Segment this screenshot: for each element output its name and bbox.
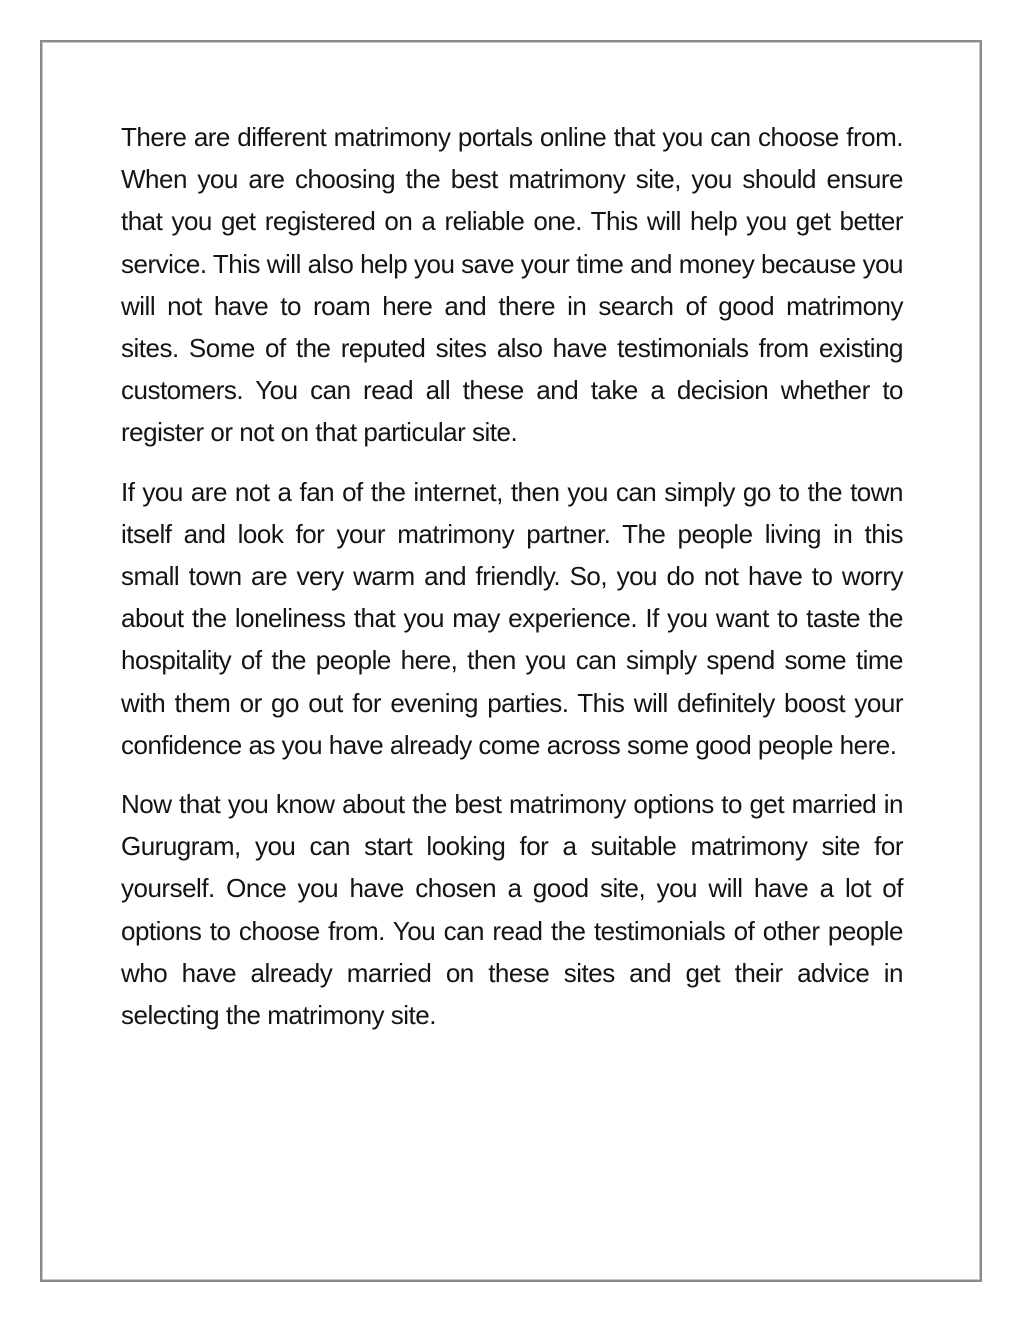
paragraph-3: Now that you know about the best matrimony options to get married in Gurugram, you can start looking for a suitable matrimony site for yourself. Once you have chosen a good site, you will have a lot of options to choose from. You can read the testimonials of other people who have already married on these sites and get their advice in selecting the matrimony site. [121, 789, 903, 1031]
paragraph-2: If you are not a fan of the internet, then you can simply go to the town itself and look for your matrimony partner. The people living in this small town are very warm and friendly. So, you do not have to worry about the loneliness that you may experience. If you want to taste the hospitality of the people here, then you can simply spend some time with them or go out for evening parties. This will definitely boost your confidence as you have already come across some good people here. [121, 476, 903, 760]
document-body [121, 116, 903, 1053]
paragraph-1: There are different matrimony portals online that you can choose from. When you are choosing the best matrimony site, you should ensure that you get registered on a reliable one. This will help you get better service. This will also help you save your time and money because you will not have to roam here and there in search of good matrimony sites. Some of the reputed sites also have testimonials from existing customers. You can read all these and take a decision whether to register or not on that particular site. [121, 122, 903, 448]
